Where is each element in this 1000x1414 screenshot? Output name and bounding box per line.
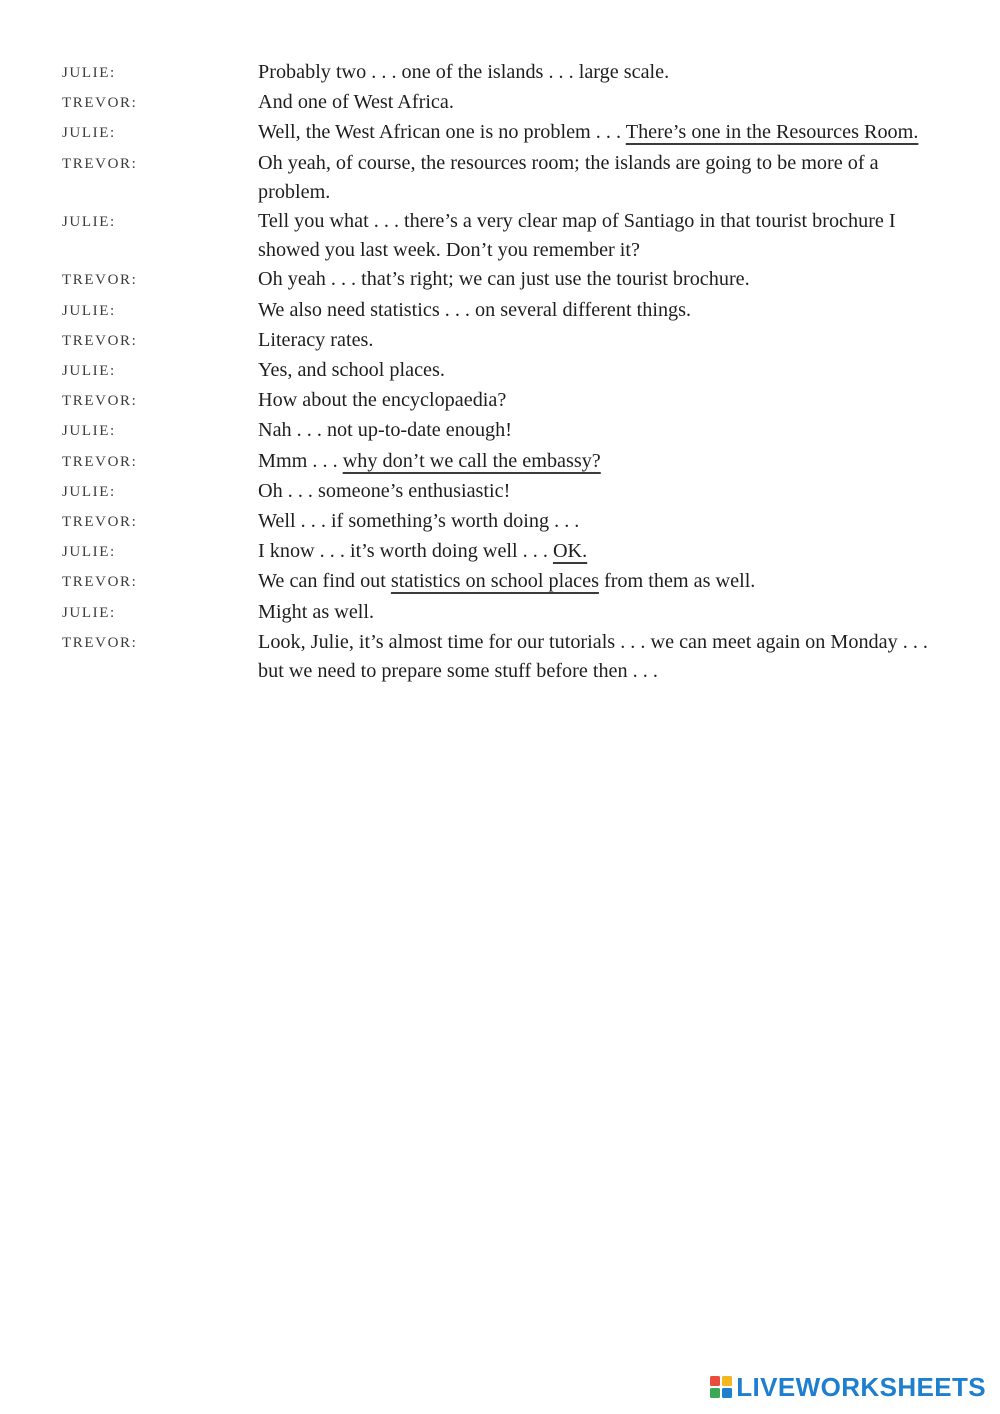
dialogue-line [62, 416, 942, 446]
dialogue-text [258, 265, 942, 294]
speaker-label: JULIE: [62, 423, 116, 440]
dialogue-text [258, 507, 942, 536]
dialogue-text [258, 447, 942, 476]
dialogue-text [258, 326, 942, 355]
text-segment: Mmm . . . [258, 449, 343, 472]
dialogue-text [258, 356, 942, 385]
speaker-label: JULIE: [62, 65, 116, 81]
dialogue-line [62, 447, 942, 477]
dialogue-line [62, 88, 942, 118]
speaker-label: JULIE: [62, 363, 116, 380]
dialogue-text [258, 207, 942, 265]
text-segment: Oh . . . someone’s enthusiastic! [258, 479, 511, 502]
speaker-label: TREVOR: [62, 272, 138, 289]
dialogue-text [258, 537, 942, 566]
speaker-label: TREVOR: [62, 574, 138, 591]
speaker-label: JULIE: [62, 214, 116, 231]
speaker-label: TREVOR: [62, 155, 138, 172]
dialogue-line [62, 265, 942, 295]
text-segment: Tell you what . . . there’s a very clear map of Santiago in that tourist brochure I showed you last week. Don’t you remember it? [258, 210, 901, 262]
text-segment: How about the encyclopaedia? [258, 389, 507, 412]
text-segment: We can find out [258, 570, 391, 593]
text-segment: Look, Julie, it’s almost time for our tutorials . . . we can meet again on Monday . . . but we need to prepare some stuff before then . . . [258, 630, 934, 683]
speaker-label: TREVOR: [62, 514, 138, 531]
speaker-label: TREVOR: [62, 453, 138, 470]
dialogue-text [258, 58, 942, 87]
dialogue-text [258, 416, 942, 445]
text-segment: And one of West Africa. [258, 91, 454, 114]
dialogue-line [62, 386, 942, 416]
underlined-phrase: why don’t we call the embassy? [342, 449, 601, 472]
text-segment: Might as well. [258, 600, 375, 623]
text-segment: Oh yeah, of course, the resources room; the islands are going to be more of a problem. [258, 151, 884, 203]
dialogue-text [258, 567, 942, 596]
text-segment: Yes, and school places. [258, 359, 445, 382]
speaker-label: JULIE: [62, 544, 116, 561]
speaker-label: TREVOR: [62, 95, 138, 112]
text-segment: We also need statistics . . . on several different things. [258, 298, 692, 321]
dialogue-text [258, 477, 942, 506]
dialogue-line [62, 149, 942, 207]
speaker-label: JULIE: [62, 483, 116, 500]
dialogue-text [258, 296, 942, 325]
text-segment: Well . . . if something’s worth doing . . . [258, 510, 580, 533]
speaker-label: TREVOR: [62, 393, 138, 410]
text-segment: Literacy rates. [258, 328, 374, 351]
dialogue-line [62, 628, 942, 686]
dialogue-text [258, 598, 942, 627]
speaker-label: JULIE: [62, 125, 116, 142]
dialogue-line [62, 58, 942, 88]
speaker-label: JULIE: [62, 604, 116, 621]
dialogue-line [62, 118, 942, 148]
text-segment: Well, the West African one is no problem . . . [258, 121, 626, 144]
dialogue-text [258, 88, 942, 117]
brand-label: LIVEWORKSHEETS [736, 1372, 986, 1402]
dialogue-line [62, 567, 942, 597]
text-segment: from them as well. [598, 570, 756, 593]
speaker-label: JULIE: [62, 302, 116, 319]
liveworksheets-brand [710, 1372, 986, 1402]
dialogue-text [258, 149, 942, 207]
dialogue-line [62, 326, 942, 356]
text-segment: Oh yeah . . . that’s right; we can just use the tourist brochure. [258, 268, 750, 291]
dialogue-line [62, 296, 942, 326]
dialogue-text [258, 628, 942, 686]
dialogue-transcript [62, 58, 942, 686]
dialogue-line [62, 356, 942, 386]
text-segment: Probably two . . . one of the islands . . . large scale. [258, 61, 670, 83]
dialogue-line [62, 507, 942, 537]
dialogue-line [62, 537, 942, 567]
speaker-label: TREVOR: [62, 332, 138, 349]
text-segment: Nah . . . not up-to-date enough! [258, 419, 512, 442]
dialogue-text [258, 386, 942, 415]
dialogue-line [62, 598, 942, 628]
dialogue-line [62, 207, 942, 265]
underlined-phrase: There’s one in the Resources Room. [625, 121, 919, 144]
speaker-label: TREVOR: [62, 634, 138, 651]
dialogue-text [258, 118, 942, 147]
text-segment: I know . . . it’s worth doing well . . . [258, 540, 553, 563]
underlined-phrase: OK. [552, 540, 588, 563]
liveworksheets-logo-icon [710, 1376, 732, 1398]
dialogue-line [62, 477, 942, 507]
underlined-phrase: statistics on school places [390, 570, 599, 593]
